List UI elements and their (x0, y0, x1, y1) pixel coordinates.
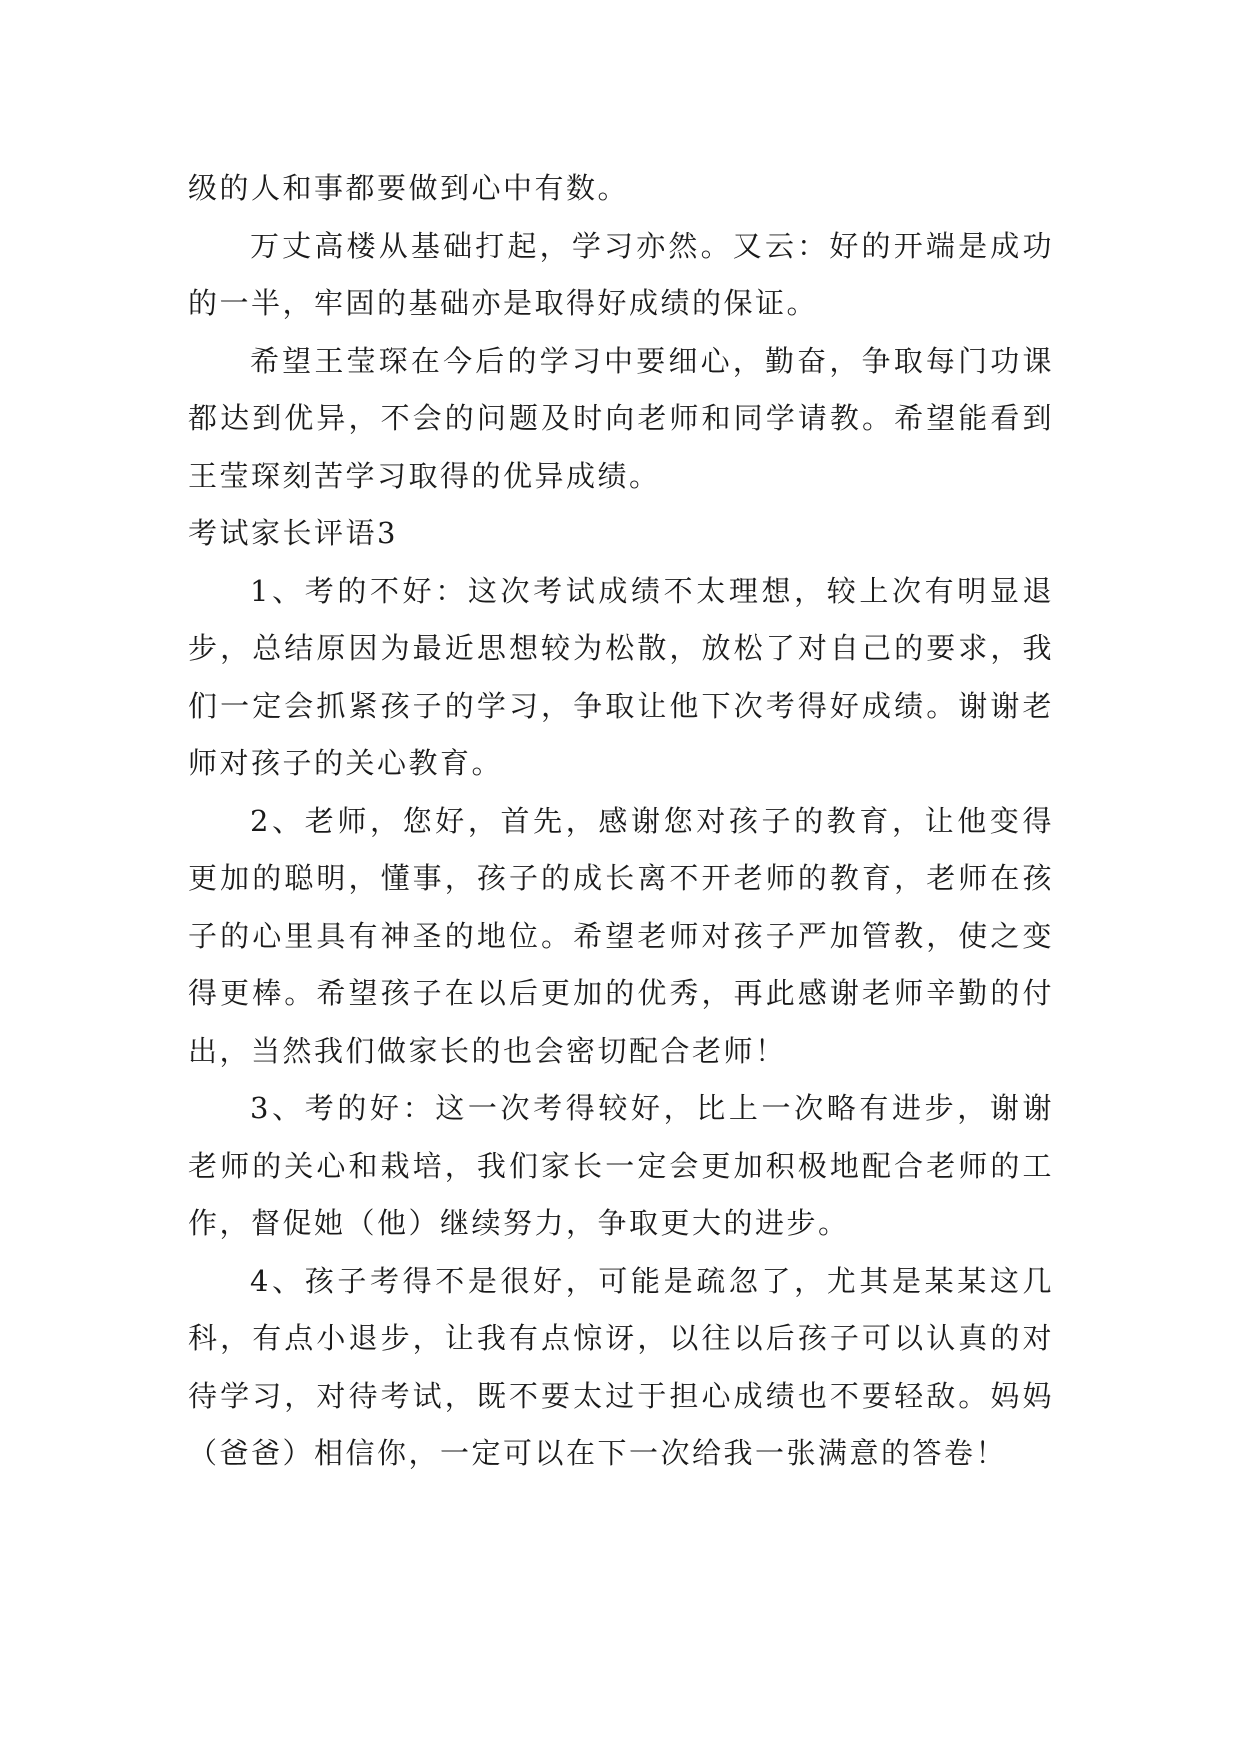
paragraph-hope: 希望王莹琛在今后的学习中要细心，勤奋，争取每门功课都达到优异，不会的问题及时向老师和同学请教。希望能看到王莹琛刻苦学习取得的优异成绩。 (188, 343, 1054, 493)
document-body (188, 160, 1054, 1483)
comment-item-4: 4、孩子考得不是很好，可能是疏忽了，尤其是某某这几科，有点小退步，让我有点惊讶，以往以后孩子可以认真的对待学习，对待考试，既不要太过于担心成绩也不要轻敌。妈妈（爸爸）相信你，一定可以在下一次给我一张满意的答卷！ (188, 1263, 1054, 1470)
comment-item-2: 2、老师，您好，首先，感谢您对孩子的教育，让他变得更加的聪明，懂事，孩子的成长离不开老师的教育，老师在孩子的心里具有神圣的地位。希望老师对孩子严加管教，使之变得更棒。希望孩子在以后更加的优秀，再此感谢老师辛勤的付出，当然我们做家长的也会密切配合老师！ (188, 803, 1054, 1068)
section-heading: 考试家长评语3 (188, 516, 398, 550)
comment-item-1: 1、考的不好：这次考试成绩不太理想，较上次有明显退步，总结原因为最近思想较为松散，放松了对自己的要求，我们一定会抓紧孩子的学习，争取让他下次考得好成绩。谢谢老师对孩子的关心教育。 (188, 573, 1054, 780)
comment-item-3: 3、考的好：这一次考得较好，比上一次略有进步，谢谢老师的关心和栽培，我们家长一定会更加积极地配合老师的工作，督促她（他）继续努力，争取更大的进步。 (188, 1091, 1054, 1240)
paragraph-foundation: 万丈高楼从基础打起，学习亦然。又云：好的开端是成功的一半，牢固的基础亦是取得好成绩的保证。 (188, 228, 1054, 320)
paragraph-continuation: 级的人和事都要做到心中有数。 (188, 171, 630, 205)
